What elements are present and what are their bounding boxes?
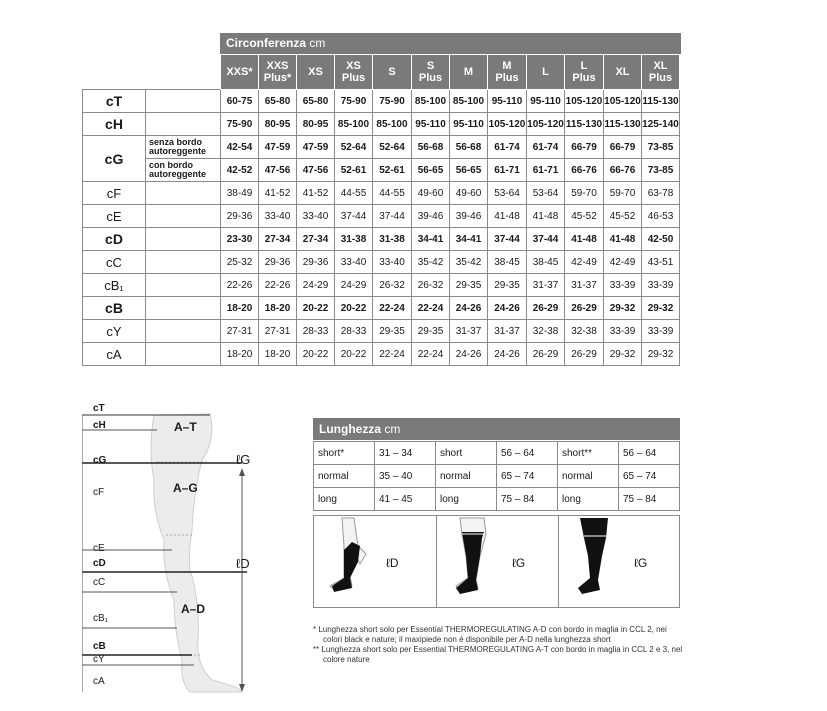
leg-ad-icon	[314, 516, 436, 607]
table-cell: short**	[558, 442, 619, 465]
table-cell: 38-45	[527, 251, 565, 274]
table-cell: 20-22	[335, 297, 373, 320]
table-cell: 31-38	[335, 228, 373, 251]
diagram-label: cB	[93, 641, 106, 652]
table-cell: 52-64	[335, 136, 373, 159]
table-cell: 66-76	[604, 159, 642, 182]
length-unit: cm	[384, 422, 401, 436]
row-label: cB	[83, 297, 146, 320]
size-name: XL	[653, 60, 668, 72]
table-cell: 47-59	[297, 136, 335, 159]
table-cell: 41-48	[604, 228, 642, 251]
size-header	[565, 55, 604, 90]
table-cell: 41-48	[527, 205, 565, 228]
table-cell: long	[314, 488, 375, 511]
table-cell: 33-39	[642, 274, 680, 297]
table-cell: 95-110	[527, 90, 565, 113]
table-cell: 49-60	[450, 182, 488, 205]
table-cell: 60-75	[221, 90, 259, 113]
table-row	[83, 320, 680, 343]
table-cell: 65-80	[259, 90, 297, 113]
size-plus: Plus	[572, 72, 596, 84]
table-cell: 52-61	[335, 159, 373, 182]
zone-label-ag: A–G	[173, 481, 198, 495]
table-cell: 85-100	[450, 90, 488, 113]
size-header	[259, 55, 297, 90]
row-sublabel: senza bordo autoreggente	[146, 136, 221, 159]
table-cell: 38-49	[221, 182, 259, 205]
zone-label-at: A–T	[174, 420, 197, 434]
table-cell: 42-54	[221, 136, 259, 159]
table-cell: 56 – 64	[497, 442, 558, 465]
table-row	[83, 205, 680, 228]
table-cell: 85-100	[373, 113, 412, 136]
size-header	[335, 55, 373, 90]
length-label-ld: ℓD	[236, 556, 250, 571]
table-cell: 28-33	[297, 320, 335, 343]
header-blank	[83, 55, 221, 90]
table-cell: 37-44	[373, 205, 412, 228]
diagram-label: cY	[93, 654, 105, 665]
table-cell: 31-38	[373, 228, 412, 251]
table-cell: 61-71	[527, 159, 565, 182]
table-cell: 59-70	[604, 182, 642, 205]
row-label: cH	[83, 113, 146, 136]
size-header	[642, 55, 680, 90]
table-row	[83, 136, 680, 159]
row-label: cY	[83, 320, 146, 343]
size-name: XXS	[266, 60, 289, 72]
picture-label-ag-2: ℓG	[634, 556, 648, 570]
table-cell: 95-110	[450, 113, 488, 136]
table-cell: 66-76	[565, 159, 604, 182]
table-cell: 31-37	[450, 320, 488, 343]
table-cell: 37-44	[527, 228, 565, 251]
row-sublabel	[146, 205, 221, 228]
table-cell: 24-26	[488, 343, 527, 366]
table-row	[314, 442, 680, 465]
table-cell: 22-24	[373, 343, 412, 366]
table-cell: 61-74	[527, 136, 565, 159]
table-cell: 37-44	[335, 205, 373, 228]
table-cell: 33-39	[604, 274, 642, 297]
size-plus: Plus*	[263, 72, 292, 84]
table-cell: 26-29	[565, 297, 604, 320]
table-cell: 22-24	[373, 297, 412, 320]
size-header	[604, 55, 642, 90]
table-cell: 38-45	[488, 251, 527, 274]
table-cell: 29-35	[450, 274, 488, 297]
length-label-lg: ℓG	[236, 452, 251, 467]
table-cell: 26-29	[527, 343, 565, 366]
circumference-title: Circonferenza	[226, 36, 307, 50]
table-cell: 42-49	[604, 251, 642, 274]
picture-label-ag-1: ℓG	[512, 556, 526, 570]
size-header	[373, 55, 412, 90]
leg-illustration	[82, 400, 262, 695]
table-cell: 44-55	[335, 182, 373, 205]
table-cell: 43-51	[642, 251, 680, 274]
size-plus: Plus	[495, 72, 519, 84]
table-cell: short	[436, 442, 497, 465]
size-name: XS	[308, 66, 323, 78]
table-cell: 66-79	[565, 136, 604, 159]
table-cell: 27-34	[297, 228, 335, 251]
diagram-label: cE	[93, 543, 105, 554]
table-cell: 23-30	[221, 228, 259, 251]
table-cell: 24-26	[450, 297, 488, 320]
table-cell: 73-85	[642, 159, 680, 182]
table-cell: 61-74	[488, 136, 527, 159]
footnote-1: * Lunghezza short solo per Essential THERMOREGULATING A-D con bordo in maglia in CCL 2, nei colori black e nature; il maxipiede non è disponibile per A-D nella lunghezza short	[313, 625, 667, 644]
table-cell: 26-32	[412, 274, 450, 297]
length-header	[313, 418, 680, 440]
leg-diagram	[82, 400, 262, 695]
table-cell: 24-29	[297, 274, 335, 297]
table-cell: 34-41	[412, 228, 450, 251]
table-cell: 42-49	[565, 251, 604, 274]
leg-ag-icon	[436, 516, 558, 607]
table-cell: 80-95	[297, 113, 335, 136]
size-header	[450, 55, 488, 90]
table-cell: 75 – 84	[497, 488, 558, 511]
row-label: cB₁	[83, 274, 146, 297]
table-cell: 115-130	[565, 113, 604, 136]
table-cell: 61-71	[488, 159, 527, 182]
table-cell: 27-34	[259, 228, 297, 251]
table-cell: 29-32	[642, 343, 680, 366]
diagram-label: cF	[93, 487, 105, 498]
table-cell: normal	[436, 465, 497, 488]
table-cell: 56-65	[412, 159, 450, 182]
size-plus: Plus	[648, 72, 673, 84]
table-cell: 41-48	[565, 228, 604, 251]
row-sublabel	[146, 343, 221, 366]
table-cell: normal	[558, 465, 619, 488]
row-sublabel	[146, 90, 221, 113]
row-label: cF	[83, 182, 146, 205]
row-sublabel	[146, 113, 221, 136]
table-cell: 33-39	[604, 320, 642, 343]
table-row	[314, 465, 680, 488]
table-cell: 45-52	[604, 205, 642, 228]
table-row	[83, 251, 680, 274]
table-cell: 59-70	[565, 182, 604, 205]
table-cell: short*	[314, 442, 375, 465]
table-cell: 95-110	[488, 90, 527, 113]
table-cell: 42-52	[221, 159, 259, 182]
table-row	[83, 113, 680, 136]
row-label: cG	[83, 136, 146, 182]
table-cell: 105-120	[488, 113, 527, 136]
table-cell: 44-55	[373, 182, 412, 205]
table-cell: 34-41	[450, 228, 488, 251]
table-cell: 22-24	[412, 343, 450, 366]
row-label: cC	[83, 251, 146, 274]
table-cell: 18-20	[221, 297, 259, 320]
table-cell: 41-48	[488, 205, 527, 228]
table-cell: 31 – 34	[375, 442, 436, 465]
table-cell: 35-42	[450, 251, 488, 274]
size-name: L	[542, 66, 549, 78]
table-cell: 18-20	[221, 343, 259, 366]
table-cell: 42-50	[642, 228, 680, 251]
table-cell: 125-140	[642, 113, 680, 136]
size-header	[527, 55, 565, 90]
table-cell: 33-40	[297, 205, 335, 228]
row-sublabel	[146, 182, 221, 205]
table-cell: 56-68	[412, 136, 450, 159]
table-cell: 18-20	[259, 343, 297, 366]
table-cell: 20-22	[297, 343, 335, 366]
table-cell: 31-37	[488, 320, 527, 343]
size-header	[488, 55, 527, 90]
table-cell: 73-85	[642, 136, 680, 159]
table-cell: 65 – 74	[497, 465, 558, 488]
table-cell: 22-24	[412, 297, 450, 320]
footnote-2: ** Lunghezza short solo per Essential THERMOREGULATING A-T con bordo in maglia in CCL 2 e 3, nel colore nature	[313, 645, 683, 664]
table-cell: 85-100	[412, 90, 450, 113]
circumference-header	[220, 33, 681, 54]
table-cell: 28-33	[335, 320, 373, 343]
table-row	[83, 274, 680, 297]
table-cell: 39-46	[412, 205, 450, 228]
table-cell: 29-32	[642, 297, 680, 320]
table-cell: 75-90	[335, 90, 373, 113]
table-cell: 31-37	[527, 274, 565, 297]
table-cell: 41 – 45	[375, 488, 436, 511]
table-row	[83, 182, 680, 205]
table-cell: 39-46	[450, 205, 488, 228]
table-row	[83, 228, 680, 251]
table-cell: 29-35	[488, 274, 527, 297]
row-sublabel	[146, 228, 221, 251]
table-cell: 56-68	[450, 136, 488, 159]
size-name: XS	[346, 60, 361, 72]
circumference-unit: cm	[309, 36, 326, 50]
size-header	[221, 55, 259, 90]
diagram-label: cC	[93, 577, 106, 588]
size-name: XXS*	[226, 66, 253, 78]
table-cell: 29-36	[259, 251, 297, 274]
table-cell: 53-64	[527, 182, 565, 205]
table-cell: 26-29	[565, 343, 604, 366]
table-cell: 18-20	[259, 297, 297, 320]
table-cell: 20-22	[335, 343, 373, 366]
table-cell: 80-95	[259, 113, 297, 136]
table-cell: 37-44	[488, 228, 527, 251]
table-cell: 29-35	[373, 320, 412, 343]
picture-ad	[314, 516, 437, 607]
diagram-label: cH	[93, 420, 106, 431]
size-plus: Plus	[341, 72, 366, 84]
table-cell: 66-79	[604, 136, 642, 159]
table-cell: 35 – 40	[375, 465, 436, 488]
table-cell: 26-32	[373, 274, 412, 297]
length-title: Lunghezza	[319, 422, 381, 436]
table-cell: 47-59	[259, 136, 297, 159]
table-cell: 29-32	[604, 297, 642, 320]
row-sublabel: con bordo autoreggente	[146, 159, 221, 182]
row-label: cA	[83, 343, 146, 366]
table-cell: 56 – 64	[619, 442, 680, 465]
length-pictures	[313, 515, 680, 608]
table-cell: 29-35	[412, 320, 450, 343]
table-cell: 25-32	[221, 251, 259, 274]
row-sublabel	[146, 297, 221, 320]
table-cell: 33-39	[642, 320, 680, 343]
table-cell: 29-36	[221, 205, 259, 228]
table-cell: normal	[314, 465, 375, 488]
table-cell: 35-42	[412, 251, 450, 274]
zone-label-ad: A–D	[181, 602, 206, 616]
leg-shape	[151, 414, 242, 692]
diagram-label: cG	[93, 455, 107, 466]
size-name: M	[502, 60, 512, 72]
table-cell: 46-53	[642, 205, 680, 228]
table-cell: 41-52	[297, 182, 335, 205]
table-cell: 22-26	[259, 274, 297, 297]
table-row	[83, 90, 680, 113]
table-cell: 105-120	[565, 90, 604, 113]
table-cell: 95-110	[412, 113, 450, 136]
table-cell: 32-38	[565, 320, 604, 343]
table-cell: 65-80	[297, 90, 335, 113]
table-cell: 29-32	[604, 343, 642, 366]
table-cell: 45-52	[565, 205, 604, 228]
table-cell: 52-61	[373, 159, 412, 182]
table-cell: 65 – 74	[619, 465, 680, 488]
table-cell: 47-56	[297, 159, 335, 182]
table-cell: 24-26	[488, 297, 527, 320]
row-sublabel	[146, 274, 221, 297]
table-cell: 52-64	[373, 136, 412, 159]
table-cell: 115-130	[604, 113, 642, 136]
table-cell: 33-40	[335, 251, 373, 274]
diagram-label: cA	[93, 676, 105, 687]
table-cell: 27-31	[259, 320, 297, 343]
table-cell: 20-22	[297, 297, 335, 320]
table-cell: 85-100	[335, 113, 373, 136]
diagram-label: cT	[93, 403, 105, 414]
table-row	[314, 488, 680, 511]
table-cell: 41-52	[259, 182, 297, 205]
table-cell: 24-26	[450, 343, 488, 366]
picture-at	[558, 516, 680, 607]
table-row	[83, 343, 680, 366]
size-name: L	[580, 60, 588, 72]
table-cell: 56-65	[450, 159, 488, 182]
size-header	[297, 55, 335, 90]
table-cell: 29-36	[297, 251, 335, 274]
table-cell: long	[558, 488, 619, 511]
table-cell: 31-37	[565, 274, 604, 297]
table-cell: 33-40	[259, 205, 297, 228]
table-cell: 75-90	[373, 90, 412, 113]
row-sublabel	[146, 251, 221, 274]
table-cell: 63-78	[642, 182, 680, 205]
table-row	[83, 159, 680, 182]
size-name: S	[388, 66, 396, 78]
table-cell: 22-26	[221, 274, 259, 297]
diagram-label: cD	[93, 558, 106, 569]
table-cell: 49-60	[412, 182, 450, 205]
diagram-label: cB₁	[93, 613, 109, 624]
row-label: cT	[83, 90, 146, 113]
picture-label-ad: ℓD	[386, 556, 399, 570]
row-label: cD	[83, 228, 146, 251]
row-label: cE	[83, 205, 146, 228]
size-name: XL	[615, 66, 630, 78]
table-cell: 115-130	[642, 90, 680, 113]
table-cell: 105-120	[527, 113, 565, 136]
circumference-table	[82, 54, 680, 366]
table-cell: 27-31	[221, 320, 259, 343]
table-cell: 47-56	[259, 159, 297, 182]
table-row	[83, 297, 680, 320]
length-table	[313, 441, 680, 511]
size-header	[412, 55, 450, 90]
table-cell: 105-120	[604, 90, 642, 113]
table-cell: 75-90	[221, 113, 259, 136]
table-cell: 24-29	[335, 274, 373, 297]
table-cell: 32-38	[527, 320, 565, 343]
size-name: M	[463, 66, 474, 78]
picture-ag	[436, 516, 559, 607]
table-cell: long	[436, 488, 497, 511]
table-cell: 53-64	[488, 182, 527, 205]
table-cell: 26-29	[527, 297, 565, 320]
footnotes	[313, 625, 683, 665]
size-name: S	[426, 60, 435, 72]
table-cell: 33-40	[373, 251, 412, 274]
row-sublabel	[146, 320, 221, 343]
table-cell: 75 – 84	[619, 488, 680, 511]
leg-at-icon	[558, 516, 680, 607]
size-plus: Plus	[418, 72, 443, 84]
